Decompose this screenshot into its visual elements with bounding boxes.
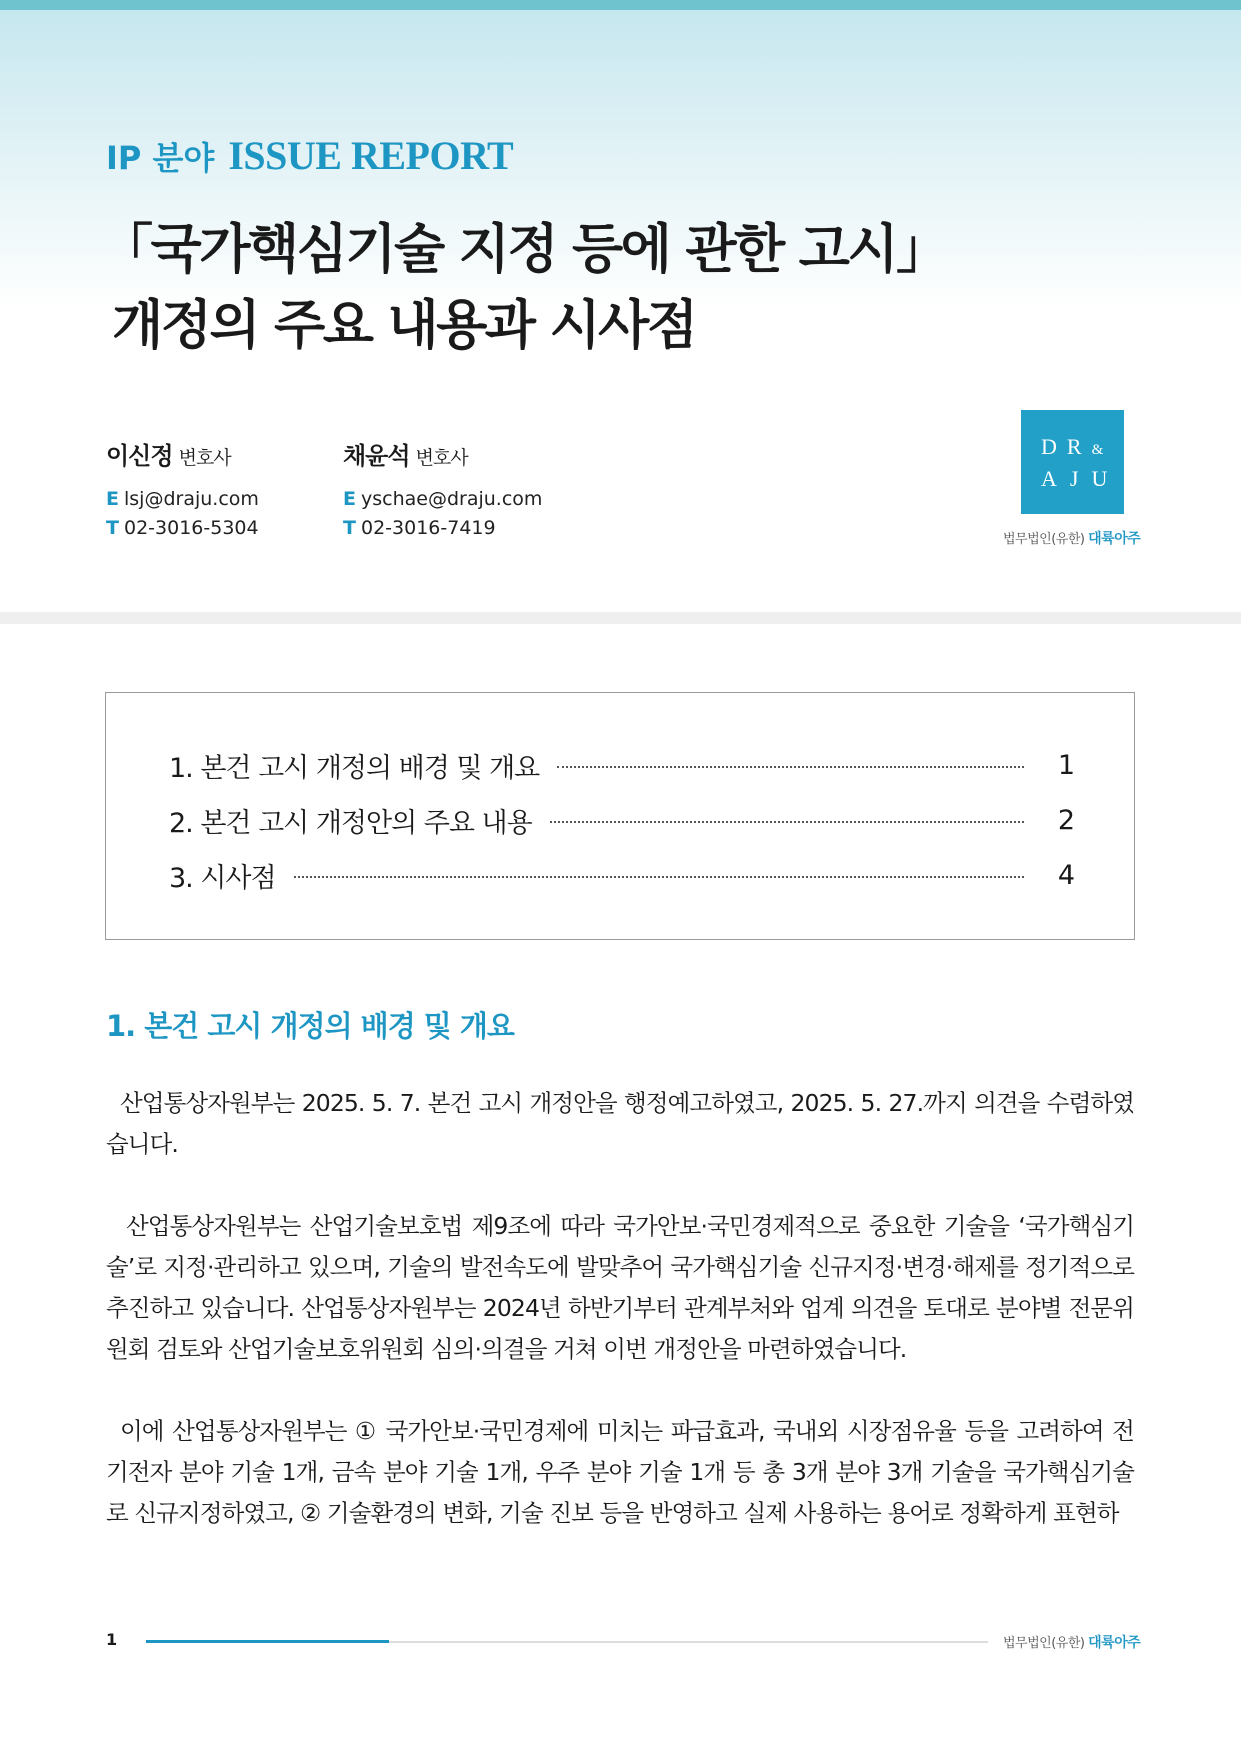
author-role: 변호사 xyxy=(415,447,468,469)
footer-rule xyxy=(146,1641,988,1643)
author-role: 변호사 xyxy=(178,447,231,469)
footer-firm-prefix: 법무법인(유한) xyxy=(1003,1636,1085,1651)
body-paragraph: 산업통상자원부는 산업기술보호법 제9조에 따라 국가안보·국민경제적으로 중요한 기술을 ‘국가핵심기술’로 지정·관리하고 있으며, 기술의 발전속도에 발맞추어 국가핵심기술 신규지정·변경·해제를 정기적으로 추진하고 있습니다. 산업통상자원부는 2024년 하반기부터 관계부처와 업계 의견을 토대로 분야별 전문위원회 검토와 산업기술보호위원회 심의·의결을 거쳐 이번 개정안을 마련하였습니다. xyxy=(106,1212,1134,1363)
section-heading: 1. 본건 고시 개정의 배경 및 개요 xyxy=(106,1009,514,1043)
report-label xyxy=(106,132,513,179)
footer-rule-accent xyxy=(146,1640,389,1643)
toc-leader-dots xyxy=(557,766,1024,768)
firm-logo xyxy=(1021,410,1124,514)
toc-item-label: 3. 시사점 xyxy=(169,862,276,894)
author-email[interactable]: lsj@draju.com xyxy=(124,488,259,510)
toc-item[interactable] xyxy=(169,745,1074,785)
header-divider xyxy=(0,612,1241,624)
field-label: IP 분야 xyxy=(106,139,215,177)
footer-firm-name: 대륙아주 xyxy=(1088,1635,1141,1651)
tel-prefix: T xyxy=(343,517,356,539)
firm-caption xyxy=(1003,528,1140,548)
author-phone: 02-3016-5304 xyxy=(124,517,259,539)
toc-item-page: 1 xyxy=(1057,749,1074,781)
footer-firm xyxy=(1003,1632,1140,1652)
toc-item-label: 1. 본건 고시 개정의 배경 및 개요 xyxy=(169,752,540,784)
email-prefix: E xyxy=(343,488,356,510)
author-phone: 02-3016-7419 xyxy=(361,517,496,539)
email-prefix: E xyxy=(106,488,119,510)
logo-ampersand: & xyxy=(1091,442,1104,458)
toc-item-page: 2 xyxy=(1057,804,1074,836)
body-paragraph: 산업통상자원부는 2025. 5. 7. 본건 고시 개정안을 행정예고하였고, 2025. 5. 27.까지 의견을 수렴하였습니다. xyxy=(106,1089,1134,1158)
toc-leader-dots xyxy=(294,876,1024,878)
author-name: 채윤석 xyxy=(343,442,410,470)
author-contact xyxy=(343,485,542,543)
logo-text-dr: DR xyxy=(1041,434,1092,459)
toc-item[interactable] xyxy=(169,855,1074,895)
body-paragraph: 이에 산업통상자원부는 ① 국가안보·국민경제에 미치는 파급효과, 국내외 시장점유율 등을 고려하여 전기전자 분야 기술 1개, 금속 분야 기술 1개, 우주 분야 기술 1개 등 총 3개 분야 3개 기술을 국가핵심기술로 신규지정하였고, ② 기술환경의 변화, 기술 진보 등을 반영하고 실제 사용하는 용어로 정확하게 표현하 xyxy=(106,1417,1134,1527)
author-name: 이신정 xyxy=(106,442,173,470)
top-accent-bar xyxy=(0,0,1241,10)
page-number: 1 xyxy=(106,1630,118,1649)
logo-text-aju: AJU xyxy=(1041,466,1121,491)
author-contact xyxy=(106,485,259,543)
tel-prefix: T xyxy=(106,517,119,539)
page-title xyxy=(100,212,947,364)
table-of-contents xyxy=(105,692,1135,940)
firm-caption-name: 대륙아주 xyxy=(1088,531,1141,547)
author-email[interactable]: yschae@draju.com xyxy=(361,488,543,510)
issue-report-label: ISSUE REPORT xyxy=(228,133,514,178)
toc-item-page: 4 xyxy=(1057,859,1074,891)
title-line-2: 개정의 주요 내용과 시사점 xyxy=(112,295,696,356)
toc-leader-dots xyxy=(550,821,1024,823)
toc-item-label: 2. 본건 고시 개정안의 주요 내용 xyxy=(169,807,532,839)
toc-item[interactable] xyxy=(169,800,1074,840)
author-block xyxy=(106,436,259,543)
author-block xyxy=(343,436,542,543)
title-line-1: 「국가핵심기술 지정 등에 관한 고시」 xyxy=(100,219,947,280)
firm-caption-prefix: 법무법인(유한) xyxy=(1003,532,1085,547)
